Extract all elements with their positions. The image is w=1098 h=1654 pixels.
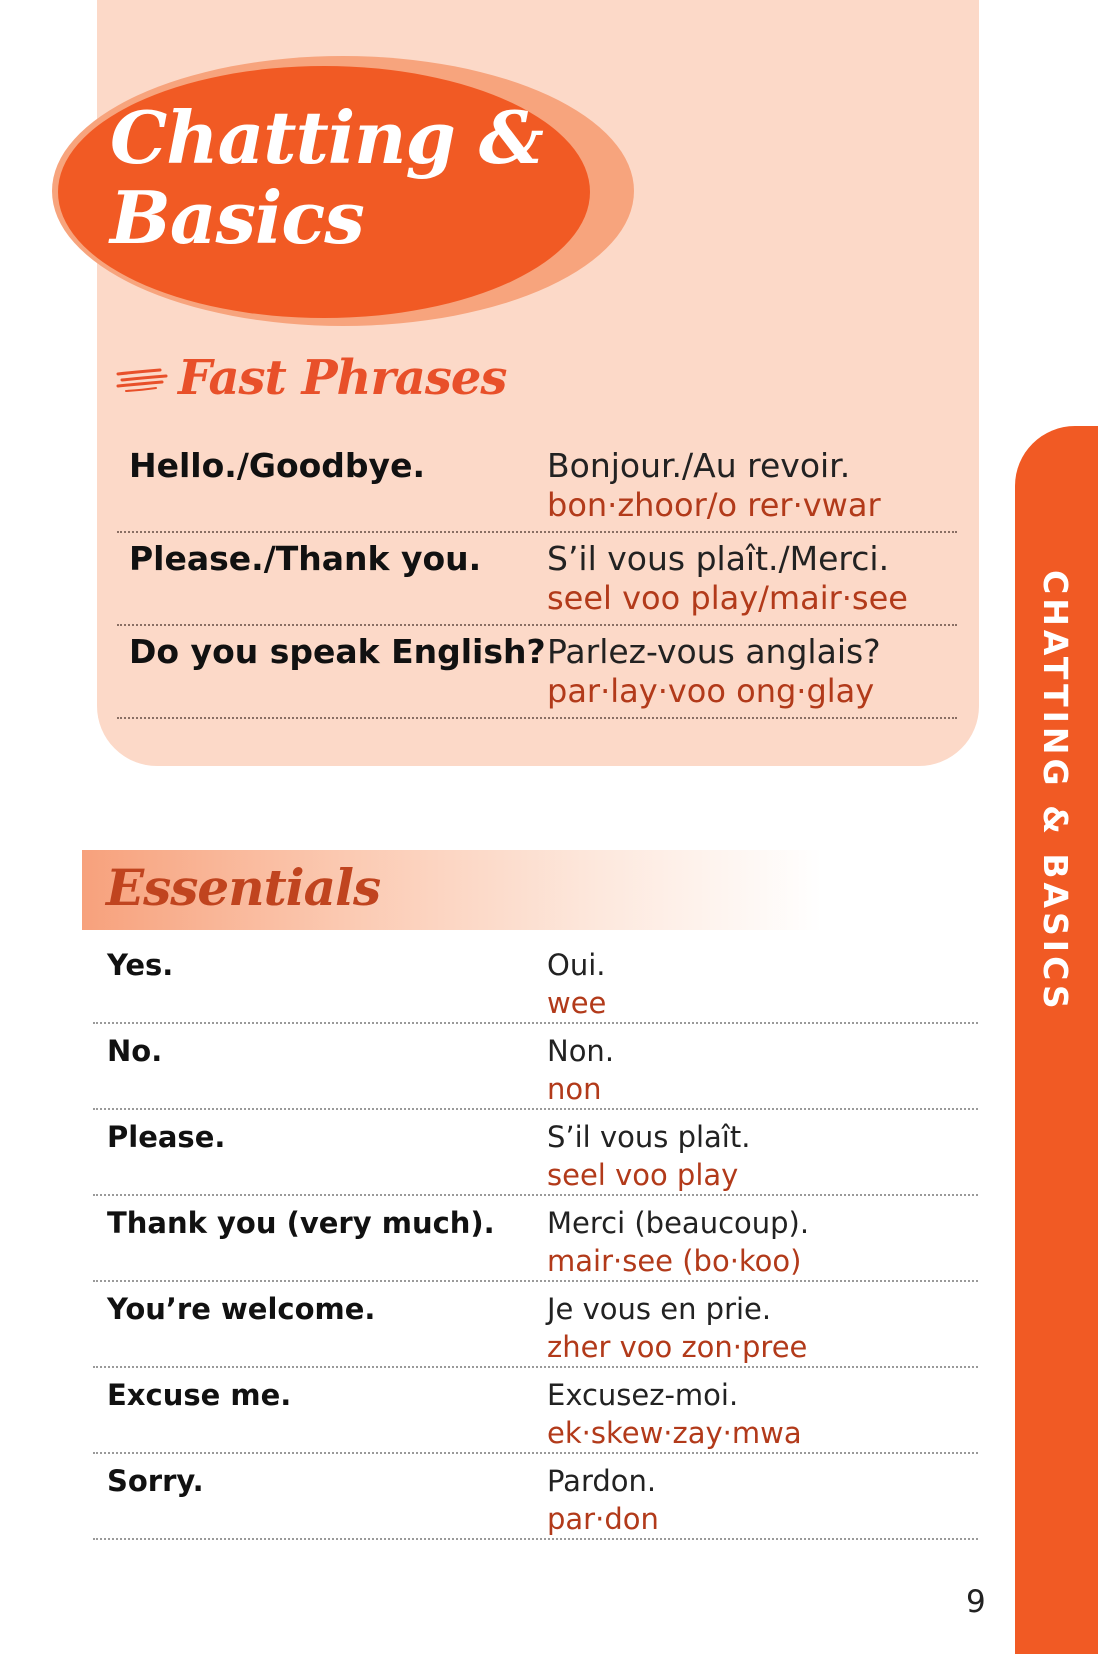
french-phrase: Bonjour./Au revoir. bbox=[547, 446, 851, 485]
essentials-heading: Essentials bbox=[106, 858, 381, 917]
speed-lines-icon bbox=[116, 360, 172, 396]
table-row bbox=[93, 938, 978, 1024]
english-phrase: Hello./Goodbye. bbox=[129, 446, 425, 485]
french-phrase: Non. bbox=[547, 1034, 615, 1068]
french-phrase: Merci (beaucoup). bbox=[547, 1206, 810, 1240]
french-phrase: Je vous en prie. bbox=[547, 1292, 772, 1326]
table-row bbox=[117, 440, 957, 533]
chapter-title-line2: Basics bbox=[110, 175, 364, 260]
fast-phrases-label: Fast Phrases bbox=[178, 350, 507, 406]
french-phrase: Parlez-vous anglais? bbox=[547, 632, 881, 671]
pronunciation: non bbox=[547, 1072, 602, 1106]
english-phrase: Do you speak English? bbox=[129, 632, 546, 671]
table-row bbox=[93, 1196, 978, 1282]
essentials-table bbox=[93, 938, 978, 1540]
english-phrase: Please./Thank you. bbox=[129, 539, 482, 578]
english-phrase: You’re welcome. bbox=[107, 1292, 376, 1326]
pronunciation: par·lay·voo ong·glay bbox=[547, 672, 875, 710]
chapter-title bbox=[110, 95, 543, 260]
english-phrase: Please. bbox=[107, 1120, 226, 1154]
table-row bbox=[93, 1110, 978, 1196]
table-row bbox=[93, 1454, 978, 1540]
french-phrase: Excusez-moi. bbox=[547, 1378, 739, 1412]
table-row bbox=[93, 1024, 978, 1110]
english-phrase: Excuse me. bbox=[107, 1378, 292, 1412]
english-phrase: Sorry. bbox=[107, 1464, 204, 1498]
pronunciation: par·don bbox=[547, 1502, 659, 1536]
french-phrase: Oui. bbox=[547, 948, 606, 982]
pronunciation: wee bbox=[547, 986, 607, 1020]
fast-phrases-heading bbox=[116, 350, 506, 406]
french-phrase: Pardon. bbox=[547, 1464, 657, 1498]
pronunciation: zher voo zon·pree bbox=[547, 1330, 808, 1364]
table-row bbox=[117, 533, 957, 626]
pronunciation: bon·zhoor/o rer·vwar bbox=[547, 486, 881, 524]
french-phrase: S’il vous plaît./Merci. bbox=[547, 539, 890, 578]
pronunciation: seel voo play/mair·see bbox=[547, 579, 908, 617]
side-tab-label: CHATTING & BASICS bbox=[1036, 570, 1075, 1013]
french-phrase: S’il vous plaît. bbox=[547, 1120, 751, 1154]
english-phrase: Yes. bbox=[107, 948, 174, 982]
table-row bbox=[117, 626, 957, 719]
pronunciation: seel voo play bbox=[547, 1158, 739, 1192]
fast-phrases-table bbox=[117, 440, 957, 719]
english-phrase: No. bbox=[107, 1034, 163, 1068]
table-row bbox=[93, 1368, 978, 1454]
pronunciation: mair·see (bo·koo) bbox=[547, 1244, 802, 1278]
page-number: 9 bbox=[966, 1584, 986, 1620]
pronunciation: ek·skew·zay·mwa bbox=[547, 1416, 802, 1450]
table-row bbox=[93, 1282, 978, 1368]
english-phrase: Thank you (very much). bbox=[107, 1206, 495, 1240]
chapter-title-line1: Chatting & bbox=[110, 95, 543, 180]
